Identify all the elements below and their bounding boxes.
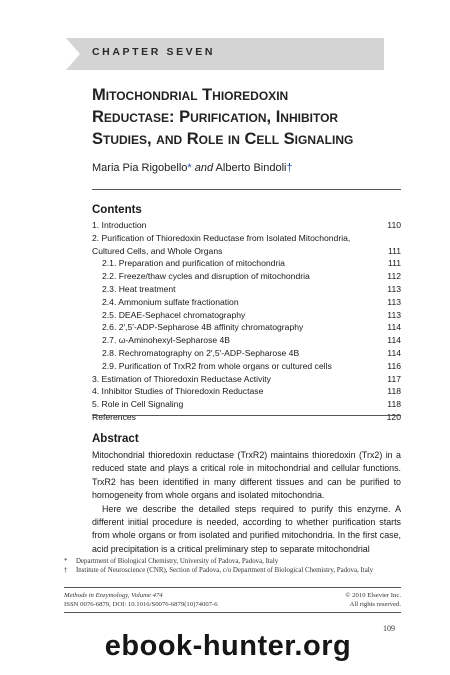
footer-divider [64,612,401,613]
toc-entry-page: 118 [387,386,401,397]
chapter-title [92,84,422,150]
toc-entry[interactable] [92,385,401,398]
toc-entry-label: 2.7. ω-Aminohexyl-Sepharose 4B [102,335,231,346]
toc-entry-page: 112 [387,271,401,282]
toc-entry[interactable] [92,296,401,309]
footnotes [64,558,404,575]
footnote-mark: † [64,566,68,574]
abstract-heading: Abstract [92,433,139,445]
toc-entry[interactable] [92,270,401,283]
toc-entry-page: 120 [386,411,401,422]
abstract-paragraph: Here we describe the detailed steps required to purify this enzyme. A different initial procedure is needed, according to whether purification starts from whole organs or from isolated and purified mitochondria. In the first case, acid precipitation is a critical preliminary step to separate mitochondrial [92,503,401,554]
toc-entry-label: 1. Introduction [92,220,147,230]
toc-entry-label: Cultured Cells, and Whole Organs [92,245,223,256]
contents-heading: Contents [92,204,142,216]
toc-entry-label: 2.1. Preparation and purification of mitochondria [102,258,285,269]
toc-entry-label: 2.5. DEAE-Sephacel chromatography [102,309,246,320]
toc-entry-page: 114 [387,335,401,346]
footnote-text: Department of Biological Chemistry, University of Padova, Padova, Italy [76,558,279,565]
chapter-title-line: Mitochondrial Thioredoxin [92,86,289,104]
table-of-contents [92,219,401,424]
toc-entry-page: 111 [387,245,401,256]
divider [92,415,401,416]
toc-entry[interactable] [92,321,401,334]
author-name: Maria Pia Rigobello [92,162,188,174]
toc-entry-label: 2.6. 2′,5′-ADP-Sepharose 4B affinity chromatography [102,322,304,333]
toc-entry-page: 113 [387,283,401,294]
toc-entry-label: References [92,411,136,422]
toc-entry-page: 110 [387,220,401,230]
toc-entry[interactable] [92,334,401,347]
toc-entry-label: 5. Role in Cell Signaling [92,399,184,410]
author-line [92,162,293,174]
page-number: 109 [383,624,395,633]
chapter-title-line: Studies, and Role in Cell Signaling [92,130,354,148]
toc-entry-page: 114 [387,322,401,333]
toc-entry[interactable] [92,245,401,258]
footnote [64,567,404,576]
chapter-label: CHAPTER SEVEN [92,46,216,58]
toc-entry-label: 2.8. Rechromatography on 2′,5′-ADP-Sepharose 4B [102,347,300,358]
toc-entry-label: 2.9. Purification of TrxR2 from whole organs or cultured cells [102,360,332,371]
toc-entry-label: 2. Purification of Thioredoxin Reductase from Isolated Mitochondria, [92,232,351,243]
footnote [64,558,404,567]
author-name: Alberto Bindoli [215,162,287,174]
toc-entry-page: 113 [387,309,401,320]
toc-entry[interactable] [92,283,401,296]
copyright: © 2010 Elsevier Inc. [345,592,401,599]
footer-divider [64,587,401,588]
toc-entry-label: 3. Estimation of Thioredoxin Reductase Activity [92,373,271,384]
journal-volume: Methods in Enzymology, Volume 474 [64,592,163,599]
watermark-text: ebook-hunter.org [104,630,352,662]
author-affiliation-mark[interactable]: † [286,162,293,174]
author-affiliation-mark[interactable]: * [187,162,192,174]
toc-entry[interactable] [92,411,401,424]
toc-entry[interactable] [92,398,401,411]
abstract-body [92,449,401,556]
toc-entry-label: 2.4. Ammonium sulfate fractionation [102,296,239,307]
author-conjunction: and [194,162,214,174]
divider [92,189,401,190]
toc-entry-page: 111 [387,258,401,269]
abstract-paragraph: Mitochondrial thioredoxin reductase (TrxR2) maintains thioredoxin (Trx2) in a reduced state and plays a critical role in mitochondrial and cellular functions. TrxR2 has been identified in many different tissues and can be purified to homogeneity from whole organs and isolated mitochondria. [92,450,401,501]
issn-doi: ISSN 0076-6879, DOI: 10.1016/S0076-6879(10)74007-6 [64,601,218,608]
toc-entry-page: 117 [387,373,401,384]
toc-entry[interactable] [92,257,401,270]
rights-notice: All rights reserved. [349,601,401,608]
toc-entry-label: 2.2. Freeze/thaw cycles and disruption of mitochondria [102,271,310,282]
footnote-mark: * [64,558,68,565]
toc-entry-page: 114 [387,347,401,358]
chapter-title-line: Reductase: Purification, Inhibitor [92,108,339,126]
chapter-header-notch [66,38,80,70]
toc-entry[interactable] [92,360,401,373]
toc-entry-page: 116 [387,360,401,371]
toc-entry-label: 4. Inhibitor Studies of Thioredoxin Reductase [92,386,264,397]
toc-entry[interactable] [92,347,401,360]
toc-entry[interactable] [92,232,401,245]
toc-entry-label: 2.3. Heat treatment [102,283,176,294]
toc-entry[interactable] [92,219,401,232]
footnote-text: Institute of Neuroscience (CNR), Section of Padova, c/o Department of Biological Chemistry, Padova, Italy [76,566,374,574]
toc-entry[interactable] [92,373,401,386]
toc-entry-page: 113 [387,296,401,307]
toc-entry[interactable] [92,309,401,322]
toc-entry-page: 118 [387,399,401,410]
